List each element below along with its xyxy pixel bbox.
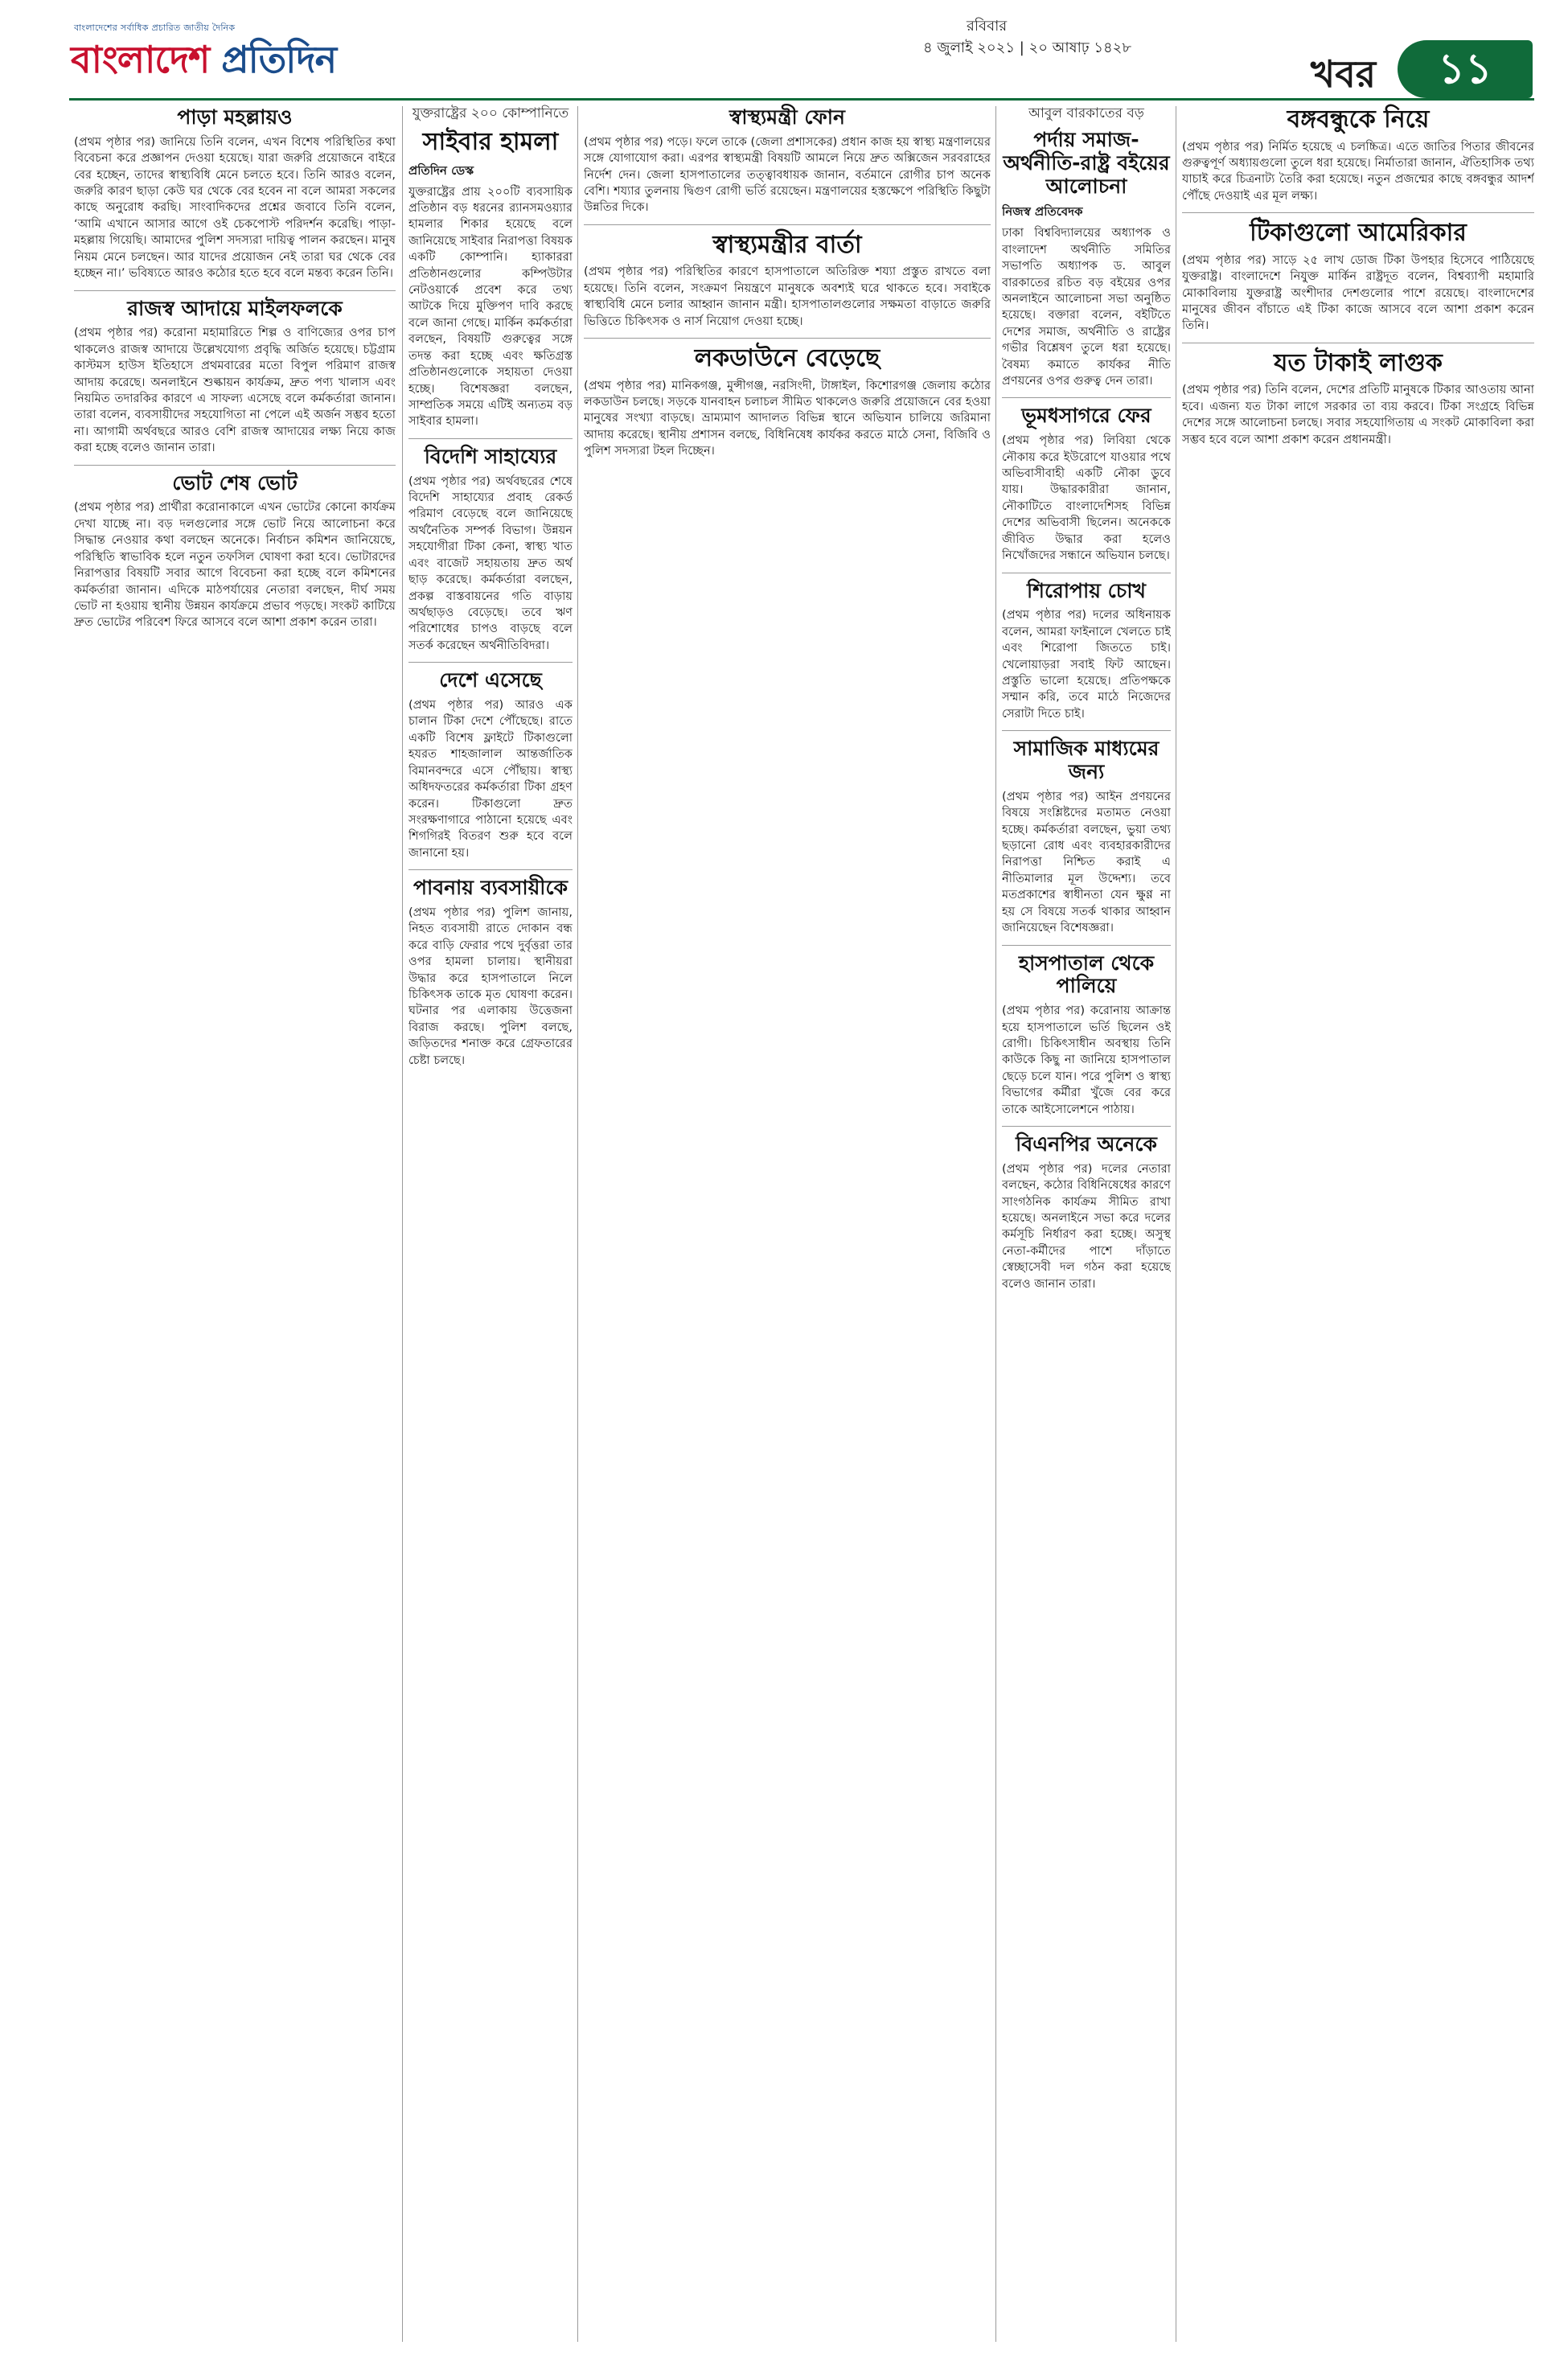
divider [1002, 397, 1171, 398]
article-bongobondhu [1182, 106, 1534, 204]
byline: নিজস্ব প্রতিবেদক [1002, 204, 1083, 220]
article-lockdown [584, 345, 991, 460]
headline: পর্দায় সমাজ-অর্থনীতি-রাষ্ট্র বইয়ের আলোচনা [1003, 128, 1170, 198]
divider [1002, 1126, 1171, 1127]
article-body: (প্রথম পৃষ্ঠার পর) দলের অধিনায়ক বলেন, আমরা ফাইনালে খেলতে চাই এবং শিরোপা জিততে চাই। খেলোয়াড়রা সবাই ফিট আছেন। প্রস্তুতি ভালো হয়েছে। প্রতিপক্ষকে সম্মান করি, তবে মাঠে নিজেদের সেরাটা দিতে চাই। [1002, 608, 1171, 721]
article-body: (প্রথম পৃষ্ঠার পর) করোনা মহামারিতে শিল্প ও বাণিজ্যের ওপর চাপ থাকলেও রাজস্ব আদায়ে উল্লেখযোগ্য প্রবৃদ্ধি অর্জিত হয়েছে। চট্টগ্রাম কাস্টমস হাউস ইতিহাসে প্রথমবারের মতো বিপুল পরিমাণ রাজস্ব আদায় করেছে। অনলাইনে শুল্কায়ন কার্যক্রম, দ্রুত পণ্য খালাস এবং নিয়মিত তদারকির কারণে এ সাফল্য এসেছে বলে কর্মকর্তারা জানান। তারা বলেন, ব্যবসায়ীদের সহযোগিতা না পেলে এই অর্জন সম্ভব হতো না। আগামী অর্থবছরে আরও বেশি রাজস্ব আদায়ের লক্ষ্য নিয়ে কাজ করা হচ্ছে বলেও জানান তারা। [74, 326, 396, 455]
article-body: (প্রথম পৃষ্ঠার পর) মানিকগঞ্জ, মুন্সীগঞ্জ, নরসিংদী, টাঙ্গাইল, কিশোরগঞ্জ জেলায় কঠোর লকডাউন চলছে। সড়কে যানবাহন চলাচল সীমিত থাকলেও জরুরি প্রয়োজনে বের হওয়া মানুষের সংখ্যা বাড়ছে। ভ্রাম্যমাণ আদালত বিভিন্ন স্থানে অভিযান চালিয়ে জরিমানা আদায় করেছে। স্থানীয় প্রশাসন বলছে, বিধিনিষেধ কার্যকর করতে মাঠে সেনা, বিজিবি ও পুলিশ সদস্যরা টহল দিচ্ছেন। [584, 378, 991, 458]
article-shiropa [1002, 580, 1171, 723]
article-body: (প্রথম পৃষ্ঠার পর) অর্থবছরের শেষে বিদেশি সাহায্যের প্রবাহ রেকর্ড পরিমাণ বেড়েছে বলে জানিয়েছে অর্থনৈতিক সম্পর্ক বিভাগ। উন্নয়ন সহযোগীরা টিকা কেনা, স্বাস্থ্য খাত এবং বাজেট সহায়তায় দ্রুত অর্থ ছাড় করেছে। কর্মকর্তারা বলছেন, প্রকল্প বাস্তবায়নের গতি বাড়ায় অর্থছাড়ও বেড়েছে। তবে ঋণ পরিশোধের চাপও বাড়ছে বলে সতর্ক করেছেন অর্থনীতিবিদরা। [408, 474, 573, 652]
article-tika [1182, 220, 1534, 335]
headline: রাজস্ব আদায়ে মাইলফলকে [127, 296, 343, 320]
article-body: (প্রথম পৃষ্ঠার পর) তিনি বলেন, দেশের প্রতিটি মানুষকে টিকার আওতায় আনা হবে। এজন্য যত টাকা লাগে সরকার তা ব্যয় করবে। টিকা সংগ্রহে বিভিন্ন দেশের সঙ্গে আলোচনা চলছে। সবার সহযোগিতায় এ সংকট মোকাবিলা করা সম্ভব হবে বলে আশা প্রকাশ করেন প্রধানমন্ত্রী। [1182, 383, 1534, 446]
divider [1182, 212, 1534, 213]
article-swasthomontri-phone [584, 106, 991, 216]
divider [74, 290, 396, 291]
article-rajossho [74, 298, 396, 457]
article-body: (প্রথম পৃষ্ঠার পর) পরিস্থিতির কারণে হাসপাতালে অতিরিক্ত শয্যা প্রস্তুত রাখতে বলা হয়েছে। তিনি বলেন, সংক্রমণ নিয়ন্ত্রণে মানুষকে অবশ্যই ঘরে থাকতে হবে। সবাইকে স্বাস্থ্যবিধি মেনে চলার আহ্বান জানান মন্ত্রী। হাসপাতালগুলোর সক্ষমতা বাড়াতে জরুরি ভিত্তিতে চিকিৎসক ও নার্স নিয়োগ দেওয়া হচ্ছে। [584, 265, 991, 328]
headline: হাসপাতাল থেকে পালিয়ে [1018, 951, 1155, 998]
article-body: (প্রথম পৃষ্ঠার পর) দলের নেতারা বলছেন, কঠোর বিধিনিষেধের কারণে সাংগঠনিক কার্যক্রম সীমিত রাখা হয়েছে। অনলাইনে সভা করে দলের কর্মসূচি নির্ধারণ করা হচ্ছে। অসুস্থ নেতা-কর্মীদের পাশে দাঁড়াতে স্বেচ্ছাসেবী দল গঠন করা হয়েছে বলেও জানান তারা। [1002, 1161, 1171, 1291]
divider [1002, 945, 1171, 946]
article-body: (প্রথম পৃষ্ঠার পর) প্রার্থীরা করোনাকালে এখন ভোটের কোনো কার্যক্রম দেখা যাচ্ছে না। বড় দলগুলোর সঙ্গে ভোট নিয়ে আলোচনা করে সিদ্ধান্ত নেওয়ার কথা বলছেন অনেকে। নির্বাচন কমিশন জানিয়েছে, পরিস্থিতি স্বাভাবিক হলে নতুন তফসিল ঘোষণা করা হবে। ভোটারদের নিরাপত্তার বিষয়টি সবার আগে বিবেচনা করা হচ্ছে বলে কমিশনের কর্মকর্তারা জানান। এদিকে মাঠপর্যায়ের নেতারা বলছেন, দীর্ঘ সময় ভোট না হওয়ায় স্থানীয় উন্নয়ন কার্যক্রমে প্রভাব পড়ছে। সংকট কাটিয়ে দ্রুত ভোটের পরিবেশ ফিরে আসবে বলে আশা প্রকাশ করেন তারা। [74, 500, 396, 630]
article-body: (প্রথম পৃষ্ঠার পর) পড়ে। ফলে তাকে (জেলা প্রশাসকের) প্রধান কাজ হয় স্বাস্থ্য মন্ত্রণালয়ের সঙ্গে যোগাযোগ করা। এরপর স্বাস্থ্যমন্ত্রী বিষয়টি আমলে নিয়ে দ্রুত অক্সিজেন সরবরাহের নির্দেশ দেন। জেলা হাসপাতালের তত্ত্বাবধায়ক জানান, বর্তমানে রোগীর চাপ অনেক বেশি। শয্যার তুলনায় দ্বিগুণ রোগী ভর্তি রয়েছেন। মন্ত্রণালয়ের হস্তক্ষেপে পরিস্থিতি কিছুটা উন্নতির দিকে। [584, 134, 991, 215]
article-body: (প্রথম পৃষ্ঠার পর) পুলিশ জানায়, নিহত ব্যবসায়ী রাতে দোকান বন্ধ করে বাড়ি ফেরার পথে দুর্বৃত্তরা তার ওপর হামলা চালায়। স্থানীয়রা উদ্ধার করে হাসপাতালে নিলে চিকিৎসক তাকে মৃত ঘোষণা করেন। ঘটনার পর এলাকায় উত্তেজনা বিরাজ করছে। পুলিশ বলছে, জড়িতদের শনাক্ত করে গ্রেফতারের চেষ্টা চলছে। [408, 905, 573, 1067]
dateline: ৪ জুলাই ২০২১ | ২০ আষাঢ় ১৪২৮ [923, 39, 1132, 56]
kicker: আবুল বারকাতের বড় [1028, 105, 1144, 121]
article-body: (প্রথম পৃষ্ঠার পর) আইন প্রণয়নের বিষয়ে সংশ্লিষ্টদের মতামত নেওয়া হচ্ছে। কর্মকর্তারা বলছেন, ভুয়া তথ্য ছড়ানো রোধ এবং ব্যবহারকারীদের নিরাপত্তা নিশ্চিত করাই এ নীতিমালার মূল উদ্দেশ্য। তবে মতপ্রকাশের স্বাধীনতা যেন ক্ষুণ্ণ না হয় সে বিষয়ে সতর্ক থাকার আহ্বান জানিয়েছেন বিশেষজ্ঞরা। [1002, 789, 1171, 935]
article-deshe [408, 669, 573, 861]
column-divider [995, 106, 996, 2342]
article-body: (প্রথম পৃষ্ঠার পর) নির্মিত হয়েছে এ চলচ্চিত্র। এতে জাতির পিতার জীবনের গুরুত্বপূর্ণ অধ্যায়গুলো তুলে ধরা হয়েছে। নির্মাতারা জানান, ঐতিহাসিক তথ্য যাচাই করে চিত্রনাট্য তৈরি করা হয়েছে। নতুন প্রজন্মের কাছে বঙ্গবন্ধুর আদর্শ পৌঁছে দেওয়াই এর মূল লক্ষ্য। [1182, 139, 1534, 203]
headline: পাবনায় ব্যবসায়ীকে [413, 876, 568, 900]
masthead [0, 0, 1568, 97]
article-para [74, 106, 396, 282]
article-body: ঢাকা বিশ্ববিদ্যালয়ের অধ্যাপক ও বাংলাদেশ অর্থনীতি সমিতির সভাপতি অধ্যাপক ড. আবুল বারকাতের রচিত বড় বইয়ের ওপর অনলাইনে আলোচনা সভা অনুষ্ঠিত হয়েছে। বক্তারা বলেন, বইটিতে দেশের সমাজ, অর্থনীতি ও রাষ্ট্রের গভীর বিশ্লেষণ তুলে ধরা হয়েছে। বৈষম্য কমাতে কার্যকর নীতি প্রণয়নের ওপর গুরুত্ব দেন তারা। [1002, 226, 1171, 388]
article-abul [1002, 103, 1171, 389]
divider [408, 438, 573, 439]
article-samajik [1002, 737, 1171, 936]
headline: শিরোপায় চোখ [1027, 578, 1146, 602]
kicker: যুক্তরাষ্ট্রের ২০০ কোম্পানিতে [412, 105, 569, 121]
headline: সাইবার হামলা [422, 128, 559, 156]
logo-tagline: বাংলাদেশের সর্বাধিক প্রচারিত জাতীয় দৈনিক [74, 23, 236, 33]
column-2 [408, 103, 573, 2347]
article-body: যুক্তরাষ্ট্রের প্রায় ২০০টি ব্যবসায়িক প্রতিষ্ঠান বড় ধরনের র‌্যানসমওয়্যার হামলার শিকার হয়েছে বলে জানিয়েছে সাইবার নিরাপত্তা বিষয়ক একটি কোম্পানি। হ্যাকাররা প্রতিষ্ঠানগুলোর কম্পিউটার নেটওয়ার্কে প্রবেশ করে তথ্য আটকে দিয়ে মুক্তিপণ দাবি করছে বলে জানা গেছে। মার্কিন কর্মকর্তারা বলছেন, বিষয়টি গুরুত্বের সঙ্গে তদন্ত করা হচ্ছে এবং ক্ষতিগ্রস্ত প্রতিষ্ঠানগুলোকে সহায়তা দেওয়া হচ্ছে। বিশেষজ্ঞরা বলছেন, সাম্প্রতিক সময়ে এটিই অন্যতম বড় সাইবার হামলা। [408, 184, 573, 429]
headline: সামাজিক মাধ্যমের জন্য [1013, 737, 1160, 784]
article-body: (প্রথম পৃষ্ঠার পর) লিবিয়া থেকে নৌকায় করে ইউরোপে যাওয়ার পথে অভিবাসীবাহী একটি নৌকা ডুবে যায়। উদ্ধারকারীরা জানান, নৌকাটিতে বাংলাদেশিসহ বিভিন্ন দেশের অভিবাসী ছিলেন। অনেককে জীবিত উদ্ধার করা হলেও নিখোঁজদের সন্ধানে অভিযান চলছে। [1002, 433, 1171, 563]
headline: লকডাউনে বেড়েছে [694, 344, 880, 373]
column-3 [584, 103, 991, 2347]
article-bhumdhosh [1002, 405, 1171, 564]
article-haspatal [1002, 952, 1171, 1118]
weekday: রবিবার [967, 18, 1008, 35]
article-bijnapi [1002, 1133, 1171, 1292]
article-joto-taka [1182, 350, 1534, 448]
headline: বিদেশি সাহায্যের [424, 444, 557, 468]
top-rule [69, 98, 1534, 101]
headline: দেশে এসেছে [439, 668, 542, 692]
headline: টিকাগুলো আমেরিকার [1250, 219, 1467, 248]
divider [408, 662, 573, 663]
article-body: (প্রথম পৃষ্ঠার পর) জানিয়ে তিনি বলেন, এখন বিশেষ পরিস্থিতির কথা বিবেচনা করে প্রজ্ঞাপন দেওয়া হয়েছে। যারা জরুরি প্রয়োজনে বাইরে বের হচ্ছেন, তাদের স্বাস্থ্যবিধি মেনে চলতে হবে। তিনি আরও বলেন, জরুরি কারণ ছাড়া কেউ ঘর থেকে বের হবেন না বলে আমরা সকলের কাছে অনুরোধ করছি। সাংবাদিকদের প্রশ্নের জবাবে তিনি বলেন, ‘আমি এখানে আসার আগে ওই চেকপোস্ট পরিদর্শন করেছি। পাড়া-মহল্লায় গিয়েছি। আমাদের পুলিশ সদস্যরা দায়িত্ব পালন করছেন। মানুষ নিয়ম মেনে চলছেন। আর যাদের প্রয়োজন নেই তারা ঘর থেকে বের হচ্ছেন না।’ ভবিষ্যতে আরও কঠোর হতে হবে বলে মন্তব্য করেন তিনি। [74, 134, 396, 281]
column-divider [402, 106, 403, 2342]
article-body: (প্রথম পৃষ্ঠার পর) করোনায় আক্রান্ত হয়ে হাসপাতালে ভর্তি ছিলেন ওই রোগী। চিকিৎসাধীন অবস্থায় তিনি কাউকে কিছু না জানিয়ে হাসপাতাল ছেড়ে চলে যান। পরে পুলিশ ও স্বাস্থ্য বিভাগের কর্মীরা খুঁজে বের করে তাকে আইসোলেশনে পাঠায়। [1002, 1004, 1171, 1116]
logo-word-bangladesh: বাংলাদেশ [71, 38, 210, 81]
headline: পাড়া মহল্লায়ও [177, 105, 293, 129]
divider [74, 465, 396, 466]
divider [1002, 730, 1171, 731]
article-body: (প্রথম পৃষ্ঠার পর) আরও এক চালান টিকা দেশে পৌঁছেছে। রাতে একটি বিশেষ ফ্লাইটে টিকাগুলো হযরত শাহজালাল আন্তর্জাতিক বিমানবন্দরে এসে পৌঁছায়। স্বাস্থ্য অধিদফতরের কর্মকর্তারা টিকা গ্রহণ করেন। টিকাগুলো দ্রুত সংরক্ষণাগারে পাঠানো হয়েছে এবং শিগগিরই বিতরণ শুরু হবে বলে জানানো হয়। [408, 697, 573, 860]
logo-word-protidin: প্রতিদিন [209, 38, 337, 81]
headline: ভোট শেষ ভোট [172, 470, 298, 495]
column-4 [1002, 103, 1171, 2347]
byline: প্রতিদিন ডেস্ক [408, 162, 474, 178]
column-1 [74, 103, 396, 2347]
column-divider [577, 106, 578, 2342]
headline: বঙ্গবন্ধুকে নিয়ে [1287, 105, 1430, 133]
headline: বিএনপির অনেকে [1016, 1132, 1157, 1156]
divider [408, 869, 573, 870]
headline: ভূমধসাগরে ফের [1021, 404, 1151, 428]
divider [584, 338, 991, 339]
article-swasthomontri-barta [584, 232, 991, 330]
divider [584, 224, 991, 225]
page-number-badge: ১১ [1398, 40, 1533, 98]
article-cyber [408, 103, 573, 430]
article-body: (প্রথম পৃষ্ঠার পর) সাড়ে ২৫ লাখ ডোজ টিকা উপহার হিসেবে পাঠিয়েছে যুক্তরাষ্ট্র। বাংলাদেশে নিযুক্ত মার্কিন রাষ্ট্রদূত বলেন, বিশ্বব্যাপী মহামারি মোকাবিলায় যুক্তরাষ্ট্র অংশীদার দেশগুলোর পাশে রয়েছে। বাংলাদেশের মানুষের জীবন বাঁচাতে এই টিকা কাজে আসবে বলে আশা প্রকাশ করেন তিনি। [1182, 253, 1534, 333]
headline: স্বাস্থ্যমন্ত্রী ফোন [729, 105, 845, 129]
column-5 [1182, 103, 1534, 2347]
headline: স্বাস্থ্যমন্ত্রীর বার্তা [712, 230, 862, 259]
newspaper-logo [71, 32, 336, 93]
article-vote [74, 472, 396, 631]
section-name: খবর [1311, 52, 1377, 96]
article-pabnay [408, 877, 573, 1069]
article-bideshi [408, 446, 573, 654]
headline: যত টাকাই লাগুক [1274, 348, 1443, 377]
